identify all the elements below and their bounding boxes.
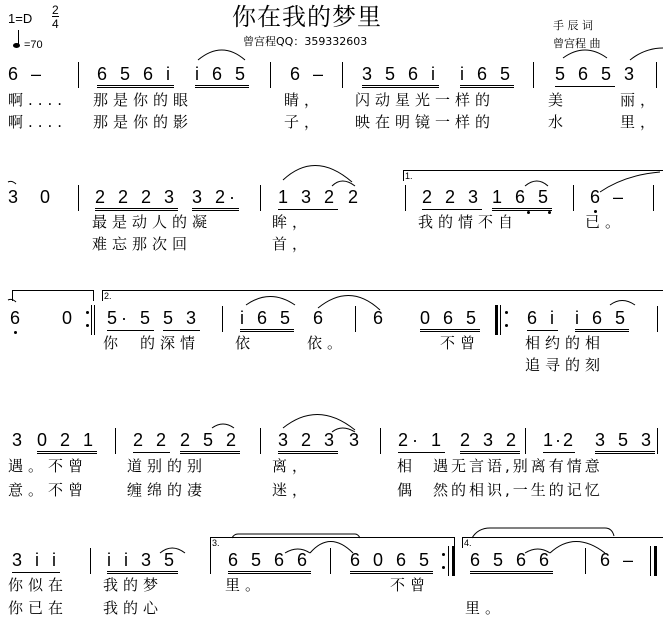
lyric: 遇。不曾	[8, 457, 89, 475]
time-signature-top: 2	[52, 3, 59, 17]
measure-notes: 6	[10, 308, 25, 328]
slur	[332, 428, 355, 432]
slur	[600, 172, 660, 192]
measure-notes: 6 –	[590, 187, 628, 207]
measure-notes: 6 –	[290, 64, 328, 84]
measure-notes: i i 3 5	[107, 551, 178, 574]
lyric: 丽，	[620, 91, 661, 109]
lyric: 依。	[307, 334, 348, 352]
measure-notes: 0 6 5	[420, 309, 480, 332]
subtitle: 曾宫程QQ：359332603	[243, 35, 368, 48]
lyric: 的深情	[140, 334, 201, 352]
measure-notes: 2 2	[133, 431, 170, 453]
lyric: 里，	[620, 113, 661, 131]
lyric: 你似在	[8, 576, 69, 594]
lyric: 那是你的眼	[93, 91, 194, 109]
slur	[285, 549, 310, 553]
measure-notes: 1 3 2	[278, 188, 338, 210]
measure-notes: 3 2·	[192, 188, 239, 211]
page-title: 你在我的梦里	[232, 3, 382, 31]
lyric: 里。	[225, 576, 266, 594]
measure-notes: i 6 5	[575, 309, 629, 332]
lyric: 已。	[585, 213, 626, 231]
lyric: 我的心	[103, 599, 164, 617]
lyric: 我的情不自	[418, 213, 519, 231]
measure-notes: 0 2 1	[37, 431, 97, 454]
lyric: 子，	[284, 113, 325, 131]
lyric: 离，	[272, 457, 313, 475]
lyric: 闪动星光一样的	[355, 91, 496, 109]
measure-notes: 2 2 2 3	[95, 188, 178, 211]
slur	[525, 181, 548, 186]
measure-notes: 3 2 3	[278, 431, 338, 454]
lyric: 意。不曾	[8, 481, 89, 499]
lyric: 遇无言语,别离有情意	[433, 457, 603, 475]
measure-notes: 0	[62, 308, 77, 328]
slur	[212, 424, 234, 428]
measure-notes: 5 3	[163, 309, 200, 331]
measure-notes: 6 –	[8, 64, 46, 84]
measure-notes: 3	[349, 430, 364, 450]
measure-notes: 6 5 6 6	[470, 551, 553, 574]
measure-notes: 6	[373, 308, 388, 328]
measure-notes: 5· 5	[107, 309, 154, 331]
lyric: 我的梦	[103, 576, 164, 594]
measure-notes: 1 6 5	[492, 188, 552, 211]
measure-notes: 2 2 3	[422, 188, 482, 210]
measure-notes: i 6 5	[195, 65, 249, 88]
lyric: 偶	[397, 481, 418, 499]
lyric: 不曾	[390, 576, 431, 594]
lyric: 啊....	[8, 91, 68, 109]
measure-notes: i 6 5	[240, 309, 294, 332]
lyric: 相约的相	[525, 334, 606, 352]
lyric: 美	[548, 91, 569, 109]
lyric: 你	[103, 334, 124, 352]
lyric: 缠绵的凄	[127, 481, 208, 499]
lyric: 你已在	[8, 599, 69, 617]
slur	[8, 181, 16, 184]
lyric: 追寻的刻	[525, 356, 606, 374]
measure-notes: 2· 1	[398, 431, 445, 453]
measure-notes: 3 5 6 i	[362, 65, 439, 88]
measure-notes: 2 3 2	[460, 431, 520, 454]
lyric: 相	[397, 457, 418, 475]
measure-notes: 6 5 6 i	[97, 65, 174, 88]
tempo: =70	[24, 39, 43, 51]
lyric: 难忘那次回	[92, 235, 193, 253]
ending-label: 2.	[104, 291, 112, 301]
slur	[198, 50, 245, 60]
slur	[283, 165, 352, 182]
measure-notes: 6 i	[527, 309, 558, 331]
slur	[630, 48, 663, 60]
lyric: 不曾	[440, 334, 481, 352]
lyric: 最是动人的凝	[92, 213, 213, 231]
lyric: 睛，	[284, 91, 325, 109]
lyric: 里。	[465, 599, 506, 617]
slur	[472, 528, 614, 538]
measure-notes: 6 0 6 5	[350, 551, 433, 574]
lyric: 映在明镜一样的	[355, 113, 496, 131]
slur	[232, 534, 360, 538]
measure-notes: 3 0	[8, 187, 55, 207]
lyric: 首，	[272, 235, 313, 253]
measure-notes: 6 5 6 6	[228, 551, 311, 574]
key-signature: 1=D	[8, 11, 33, 26]
slur	[550, 542, 605, 554]
slur	[563, 50, 607, 58]
measure-notes: i 6 5	[460, 65, 514, 88]
lyricist: 手 辰 词	[553, 19, 593, 32]
slur	[246, 297, 295, 306]
slur	[610, 301, 635, 306]
lyric: 依	[235, 334, 256, 352]
lyric: 迷，	[272, 481, 313, 499]
lyric: 那是你的影	[93, 113, 194, 131]
slur	[318, 295, 380, 310]
slur	[160, 548, 185, 553]
composer: 曾宫程 曲	[553, 37, 601, 50]
measure-notes: 2	[348, 187, 363, 207]
time-signature-bottom: 4	[52, 17, 59, 31]
measure-notes: 6	[313, 308, 328, 328]
measure-notes: 3 5 3	[595, 431, 655, 454]
measure-notes: 6 –	[600, 550, 638, 570]
lyric: 然的相识,一生的记忆	[433, 481, 603, 499]
measure-notes: 1·2	[543, 431, 575, 453]
lyric: 啊....	[8, 113, 68, 131]
measure-notes: 2 5 2	[180, 431, 240, 454]
slur	[525, 549, 550, 553]
ending-label: 4.	[464, 538, 472, 548]
lyric: 道别的别	[127, 457, 208, 475]
measure-notes: 3 i i	[12, 551, 60, 573]
slur	[8, 299, 16, 302]
lyric: 水	[548, 113, 569, 131]
measure-notes: 5 6 5	[555, 65, 615, 87]
lyric: 眸，	[272, 213, 313, 231]
ending-label: 1.	[405, 171, 413, 181]
slur	[310, 542, 353, 554]
ending-label: 3.	[212, 538, 220, 548]
measure-notes: 3	[624, 64, 639, 84]
measure-notes: 3	[12, 430, 27, 450]
